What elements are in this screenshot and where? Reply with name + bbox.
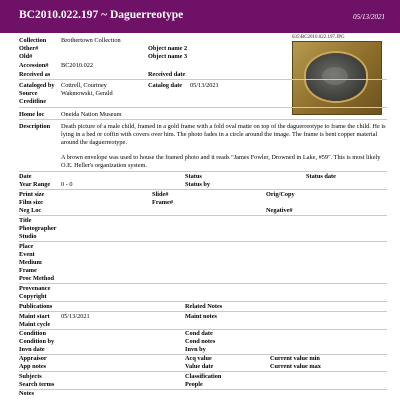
label-frame-number: Frame# <box>152 199 173 206</box>
label-object-name-2: Object name 2 <box>148 45 188 52</box>
label-received-as: Received as <box>19 71 51 78</box>
label-inventory-date: Invn date <box>19 346 45 353</box>
label-related-notes: Related Notes <box>185 303 223 310</box>
separator <box>19 371 387 372</box>
label-publications: Publications <box>19 303 53 310</box>
separator <box>19 301 387 302</box>
label-other-number: Other# <box>19 45 39 52</box>
label-creditline: Creditline <box>19 98 47 105</box>
value-collection: Brothertown Collection <box>61 37 121 44</box>
description-paragraph-1: Death picture of a male child, framed in a gold frame with a fold oval matte on top of the daguerreotype to frame the child. He is lying in a bed or coffin with covers over him. The photo fades in a circle around the image. The frame is bent copper material around the daguerreotype. <box>61 123 386 146</box>
separator <box>19 311 387 312</box>
label-inventory-by: Invn by <box>185 346 206 353</box>
label-accession-number: Accession# <box>19 62 49 69</box>
separator <box>19 389 387 390</box>
label-status-by: Status by <box>185 181 211 188</box>
label-provenance: Provenance <box>19 285 51 292</box>
label-film-size: Film size <box>19 199 43 206</box>
label-cond-notes: Cond notes <box>185 338 216 345</box>
label-notes: Notes <box>19 390 35 397</box>
label-status-date: Status date <box>306 173 336 180</box>
label-value-date: Value date <box>185 363 214 370</box>
separator <box>19 189 387 190</box>
photo-filename: 035\BC2010.022.197.JPG <box>292 35 345 40</box>
label-title: Title <box>19 217 32 224</box>
label-received-date: Received date <box>148 71 186 78</box>
label-object-name-3: Object name 3 <box>148 53 188 60</box>
label-maint-notes: Maint notes <box>185 313 218 320</box>
label-maint-cycle: Maint cycle <box>19 321 51 328</box>
separator <box>19 119 387 120</box>
value-maint-start: 05/13/2021 <box>61 313 90 320</box>
label-app-notes: App notes <box>19 363 47 370</box>
label-event: Event <box>19 251 35 258</box>
record-header-date: 05/13/2021 <box>353 13 385 21</box>
label-appraisor: Appraisor <box>19 355 47 362</box>
label-old-number: Old# <box>19 53 33 60</box>
label-cataloged-by: Cataloged by <box>19 82 55 89</box>
label-classification: Classification <box>185 373 222 380</box>
label-condition: Condition <box>19 330 46 337</box>
separator <box>19 215 387 216</box>
value-source: Wakmowski, Gerald <box>61 90 113 97</box>
label-medium: Medium <box>19 259 42 266</box>
label-acq-value: Acq value <box>185 355 212 362</box>
description-paragraph-2: A brown envelope was used to house the framed photo and it reads "James Fowler, Drowned in Lake, #59". This is most likely O.E. Heller's organization system. <box>61 154 381 169</box>
value-cataloged-by: Cottrell, Courtney <box>61 82 107 89</box>
label-collection: Collection <box>19 37 47 44</box>
label-current-value-min: Current value min <box>270 355 320 362</box>
value-accession-number: BC2010.022 <box>61 62 94 69</box>
separator <box>19 79 387 80</box>
label-print-size: Print size <box>19 191 45 198</box>
label-frame: Frame <box>19 267 37 274</box>
value-catalog-date: 05/13/2021 <box>190 82 219 89</box>
label-place: Place <box>19 243 34 250</box>
separator <box>19 283 387 284</box>
label-copyright: Copyright <box>19 293 47 300</box>
oval-matte <box>304 51 368 103</box>
label-year-range: Year Range <box>19 181 51 188</box>
separator <box>19 241 387 242</box>
label-catalog-date: Catalog date <box>148 82 183 89</box>
label-description: Description <box>19 123 51 130</box>
label-neg-loc: Neg Loc <box>19 207 42 214</box>
label-people: People <box>185 381 203 388</box>
label-search-terms: Search terms <box>19 381 55 388</box>
daguerreotype-photo[interactable] <box>292 41 382 115</box>
label-home-location: Home loc <box>19 111 45 118</box>
separator <box>19 107 387 108</box>
label-studio: Studio <box>19 233 37 240</box>
label-status: Status <box>185 173 202 180</box>
label-proc-method: Proc Method <box>19 275 55 282</box>
label-negative-number: Negative# <box>266 207 293 214</box>
label-cond-date: Cond date <box>185 330 213 337</box>
record-title: BC2010.022.197 ~ Daguerreotype <box>19 9 184 21</box>
label-condition-by: Condition by <box>19 338 55 345</box>
label-photographer: Photographer <box>19 225 57 232</box>
separator <box>19 171 387 172</box>
label-source: Source <box>19 90 38 97</box>
label-maint-start: Maint start <box>19 313 50 320</box>
value-year-range: 0 - 0 <box>61 181 73 188</box>
label-slide-number: Slide# <box>152 191 169 198</box>
record-header <box>0 0 400 33</box>
label-date: Date <box>19 173 32 180</box>
label-subjects: Subjects <box>19 373 42 380</box>
value-home-location: Oneida Nation Museum <box>61 111 122 118</box>
label-orig-copy: Orig/Copy <box>266 191 295 198</box>
label-current-value-max: Current value max <box>270 363 321 370</box>
